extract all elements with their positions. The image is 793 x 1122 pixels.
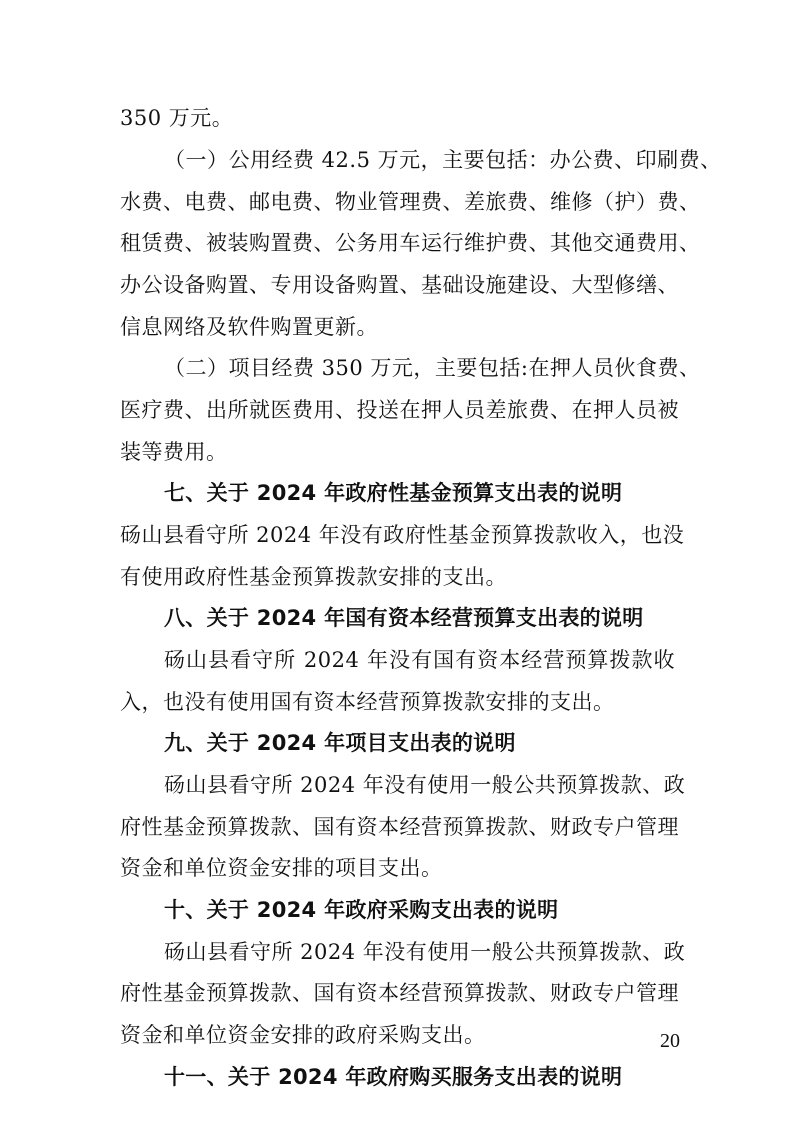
- paragraph-line: 资金和单位资金安排的项目支出。: [120, 856, 443, 880]
- paragraph-line: 入，也没有使用国有资本经营预算拨款安排的支出。: [120, 690, 615, 714]
- section-heading: 八、关于 2024 年国有资本经营预算支出表的说明: [164, 606, 644, 630]
- paragraph-line: （二）项目经费 350 万元，主要包括:在押人员伙食费、: [164, 356, 701, 380]
- paragraph-line: 信息网络及软件购置更新。: [120, 315, 378, 339]
- paragraph-line: （一）公用经费 42.5 万元，主要包括：办公费、印刷费、: [164, 148, 722, 172]
- paragraph-line: 有使用政府性基金预算拨款安排的支出。: [120, 565, 507, 589]
- paragraph-line: 装等费用。: [120, 440, 228, 464]
- paragraph-line: 砀山县看守所 2024 年没有使用一般公共预算拨款、政: [164, 940, 686, 964]
- paragraph-line: 砀山县看守所 2024 年没有使用一般公共预算拨款、政: [164, 773, 686, 797]
- paragraph-line: 资金和单位资金安排的政府采购支出。: [120, 1023, 486, 1047]
- paragraph-line: 砀山县看守所 2024 年没有国有资本经营预算拨款收: [164, 648, 675, 672]
- paragraph-line: 砀山县看守所 2024 年没有政府性基金预算拨款收入，也没: [120, 523, 685, 547]
- paragraph-line: 租赁费、被装购置费、公务用车运行维护费、其他交通费用、: [120, 231, 701, 255]
- paragraph-line: 医疗费、出所就医费用、投送在押人员差旅费、在押人员被: [120, 398, 679, 422]
- page-number: 20: [660, 1030, 680, 1052]
- paragraph-line: 350 万元。: [120, 106, 234, 130]
- paragraph-line: 办公设备购置、专用设备购置、基础设施建设、大型修缮、: [120, 273, 679, 297]
- section-heading: 十一、关于 2024 年政府购买服务支出表的说明: [164, 1065, 623, 1089]
- paragraph-line: 水费、电费、邮电费、物业管理费、差旅费、维修（护）费、: [120, 190, 701, 214]
- section-heading: 十、关于 2024 年政府采购支出表的说明: [164, 898, 559, 922]
- paragraph-line: 府性基金预算拨款、国有资本经营预算拨款、财政专户管理: [120, 981, 679, 1005]
- section-heading: 九、关于 2024 年项目支出表的说明: [164, 731, 516, 755]
- section-heading: 七、关于 2024 年政府性基金预算支出表的说明: [164, 481, 623, 505]
- paragraph-line: 府性基金预算拨款、国有资本经营预算拨款、财政专户管理: [120, 815, 679, 839]
